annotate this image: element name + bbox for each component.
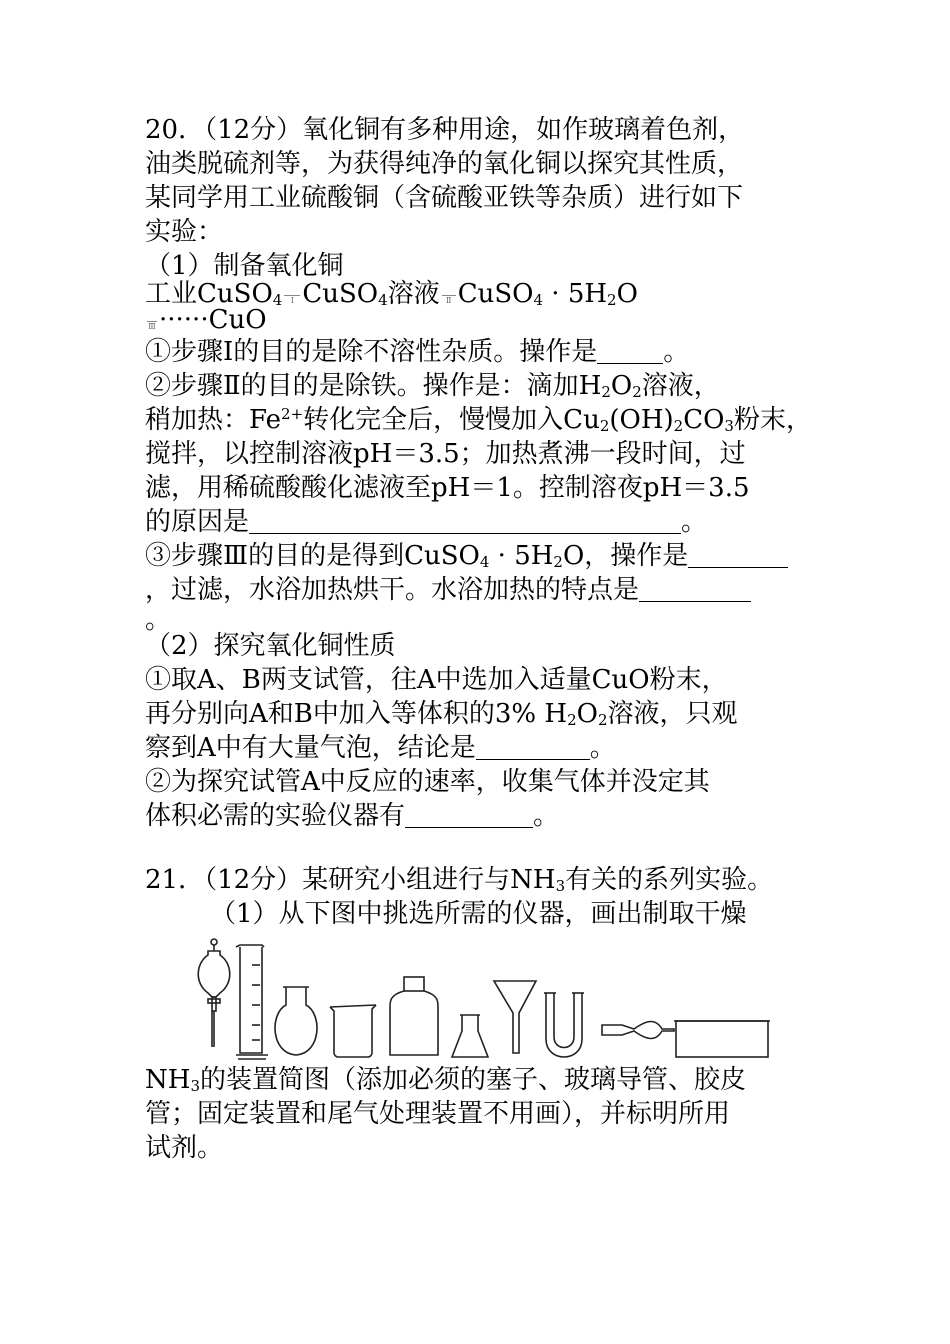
- step2-line3: 搅拌，以控制溶液pH＝3.5；加热煮沸一段时间，过: [145, 439, 746, 469]
- beaker-icon: [330, 1005, 376, 1057]
- step2-line2: 稍加热：$Fe^{2+}$转化完全后，慢慢加入$Cu_2(OH)_2CO_3$粉末，: [145, 405, 812, 435]
- u-tube-icon: [544, 993, 584, 1057]
- q20-part2-title: （2）探究氧化铜性质: [145, 631, 396, 661]
- step-arrow-icon: Ⅲ: [148, 321, 156, 331]
- answer-blank[interactable]: [249, 509, 681, 534]
- step1-line: ①步骤Ⅰ的目的是除不溶性杂质。操作是 。: [145, 337, 690, 367]
- drying-tube-icon: [602, 1022, 674, 1039]
- p2s2-line2: 体积必需的实验仪器有 。: [145, 801, 560, 831]
- answer-blank[interactable]: [688, 543, 788, 568]
- q20-line1: 20．（12分）氧化铜有多种用途，如作玻璃着色剂，: [145, 115, 745, 145]
- funnel-icon: [494, 981, 536, 1053]
- q21-line2: （1）从下图中挑选所需的仪器，画出制取干燥: [210, 899, 747, 929]
- answer-blank[interactable]: [476, 735, 590, 760]
- round-flask-icon: [275, 987, 317, 1055]
- q21-line5: 试剂。: [145, 1133, 224, 1163]
- step3-line2: ，过滤，水浴加热烘干。水浴加热的特点是: [145, 573, 751, 607]
- q20-part1-title: （1）制备氧化铜: [145, 251, 344, 281]
- q21-line1: 21．（12分）某研究小组进行与$NH_3$有关的系列实验。: [145, 865, 774, 895]
- step2-line4: 滤，用稀硫酸酸化滤液至pH＝1。控制溶夜pH＝3.5: [145, 473, 750, 503]
- apparatus-figure: [190, 935, 780, 1065]
- step3-line1: ③步骤Ⅲ的目的是得到CuSO$_4$ · $5H_2O$，操作是: [145, 539, 788, 573]
- flow-line: 工业CuSO$_4$ Ⅰ CuSO$_4$溶液 Ⅱ CuSO$_4$ · $5H_2O$: [145, 279, 638, 309]
- q20-line2: 油类脱硫剂等，为获得纯净的氧化铜以探究其性质，: [145, 149, 744, 179]
- q21-line3: $NH_3$的装置简图（添加必须的塞子、玻璃导管、胶皮: [145, 1065, 746, 1095]
- q20-line3: 某同学用工业硫酸铜（含硫酸亚铁等杂质）进行如下: [145, 183, 744, 213]
- p2s1-line1: ①取A、B两支试管，往A中选加入适量CuO粉末，: [145, 665, 728, 695]
- q21-line4: 管；固定装置和尾气处理装置不用画），并标明所用: [145, 1099, 731, 1129]
- p2s1-line3: 察到A中有大量气泡，结论是 。: [145, 733, 616, 763]
- conical-flask-icon: [452, 1015, 488, 1057]
- separatory-funnel-icon: [198, 939, 230, 1047]
- step-arrow-icon: Ⅱ: [442, 295, 456, 296]
- p2s1-line2: 再分别向A和B中加入等体积的3% $H_2O_2$溶液，只观: [145, 699, 738, 729]
- step3-line3: 。: [145, 605, 172, 635]
- answer-blank[interactable]: [639, 577, 751, 602]
- reagent-bottle-icon: [390, 977, 438, 1055]
- q20-line4: 实验：: [145, 217, 224, 247]
- step2-line5: 的原因是 。: [145, 507, 708, 537]
- answer-blank[interactable]: [405, 803, 533, 828]
- p2s2-line1: ②为探究试管A中反应的速率，收集气体并没定其: [145, 767, 710, 797]
- answer-blank[interactable]: [597, 339, 663, 364]
- step-arrow-icon: Ⅰ: [284, 295, 300, 296]
- step2-line1: ②步骤Ⅱ的目的是除铁。操作是：滴加$H_2O_2$溶液，: [145, 371, 720, 401]
- trough-icon: [674, 1021, 770, 1057]
- graduated-cylinder-icon: [236, 945, 268, 1059]
- flow-line-2: Ⅲ ······CuO: [148, 305, 267, 335]
